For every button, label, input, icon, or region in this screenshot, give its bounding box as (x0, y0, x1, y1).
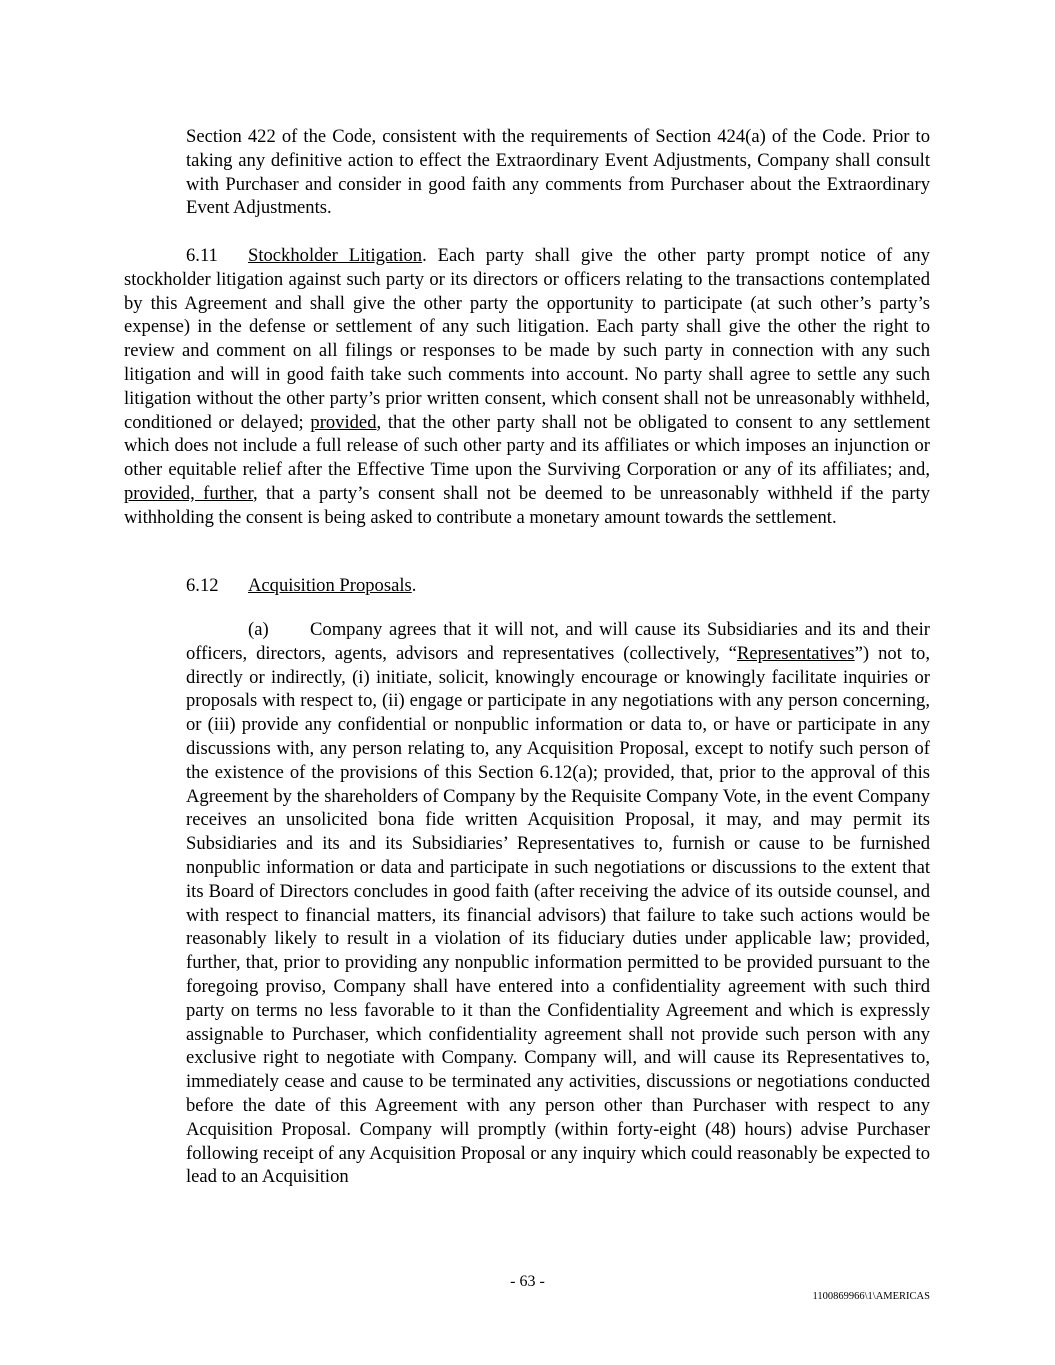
document-id: 1100869966\1\AMERICAS (812, 1291, 930, 1302)
paragraph-continuation (186, 125, 930, 220)
paragraph-text: Section 422 of the Code, consistent with the requirements of Section 424(a) of the Code. Prior to taking any definitive action to effect the Extraordinary Event Adjustments, Company shall consult with Purchaser and consider in good faith any comments from Purchaser about the Extraordinary Event Adjustments. (186, 126, 930, 219)
section-6-11-paragraph (124, 244, 930, 530)
paragraph-text: . Each party shall give the other party prompt notice of any stockholder litigation against such party or its directors or officers relating to the transactions contemplated by this Agreement and shall give the other party the opportunity to participate (at such other’s party’s expense) in the defense or settlement of any such litigation. Each party shall give the other the right to review and comment on all filings or responses to be made by such party in connection with any such litigation and will in good faith take such comments into account. No party shall agree to settle any such litigation without the other party’s prior written consent, which consent shall not be unreasonably withheld, conditioned or delayed; (124, 245, 930, 433)
paragraph-text: , that the other party shall not be obligated to consent to any settlement which does not include a full release of such other party and its affiliates or which imposes an injunction or other equitable relief after the Effective Time upon the Surviving Corporation or any of its affiliates; and, (124, 411, 930, 481)
paragraph-text: Company agrees that it will not, and will cause its Subsidiaries and its and their officers, directors, agents, advisors and representatives (collectively, “ (186, 619, 930, 664)
section-heading: Acquisition Proposals (248, 575, 412, 596)
paragraph-text: ”) not to, directly or indirectly, (i) initiate, solicit, knowingly encourage or knowingly facilitate inquiries or proposals with respect to, (ii) engage or participate in any negotiations with any person concerning, or (iii) provide any confidential or nonpublic information or data to, or have or participate in any discussions with, any person relating to, any Acquisition Proposal, except to notify such person of the existence of the provisions of this Section 6.12(a); provided, that, prior to the approval of this Agreement by the shareholders of Company by the Requisite Company Vote, in the event Company receives an unsolicited bona fide written Acquisition Proposal, it may, and may permit its Subsidiaries and its and its Subsidiaries’ Representatives to, furnish or cause to be furnished nonpublic information or data and participate in such negotiations or discussions to the extent that its Board of Directors concludes in good faith (after receiving the advice of its outside counsel, and with respect to financial matters, its financial advisors) that failure to take such actions would be reasonably likely to result in a violation of its fiduciary duties under applicable law; provided, further, that, prior to providing any nonpublic information permitted to be provided pursuant to the foregoing proviso, Company shall have entered into a confidentiality agreement with such third party on terms no less favorable to it than the Confidentiality Agreement and which is expressly assignable to Purchaser, which confidentiality agreement shall not provide such person with any exclusive right to negotiate with Company. Company will, and will cause its Representatives to, immediately cease and cause to be terminated any activities, discussions or negotiations conducted before the date of this Agreement with any person other than Purchaser with respect to any Acquisition Proposal. Company will promptly (within forty-eight (48) hours) advise Purchaser following receipt of any Acquisition Proposal or any inquiry which could reasonably be expected to lead to an Acquisition (186, 642, 930, 1188)
underlined-term: Representatives (736, 642, 855, 664)
section-6-12-heading (124, 574, 930, 598)
section-heading: Stockholder Litigation (248, 245, 423, 266)
subsection-label: (a) (248, 619, 269, 640)
paragraph-text: , that a party’s consent shall not be deemed to be unreasonably withheld if the party withholding the consent is being asked to contribute a monetary amount towards the settlement. (124, 482, 930, 528)
page-number: - 63 - (510, 1273, 545, 1290)
subsection-a-paragraph (186, 618, 930, 1189)
underlined-term: provided (310, 411, 377, 433)
section-number: 6.11 (186, 245, 218, 266)
underlined-term: provided, further (124, 482, 253, 504)
section-number: 6.12 (186, 575, 219, 596)
heading-punctuation: . (411, 575, 417, 596)
